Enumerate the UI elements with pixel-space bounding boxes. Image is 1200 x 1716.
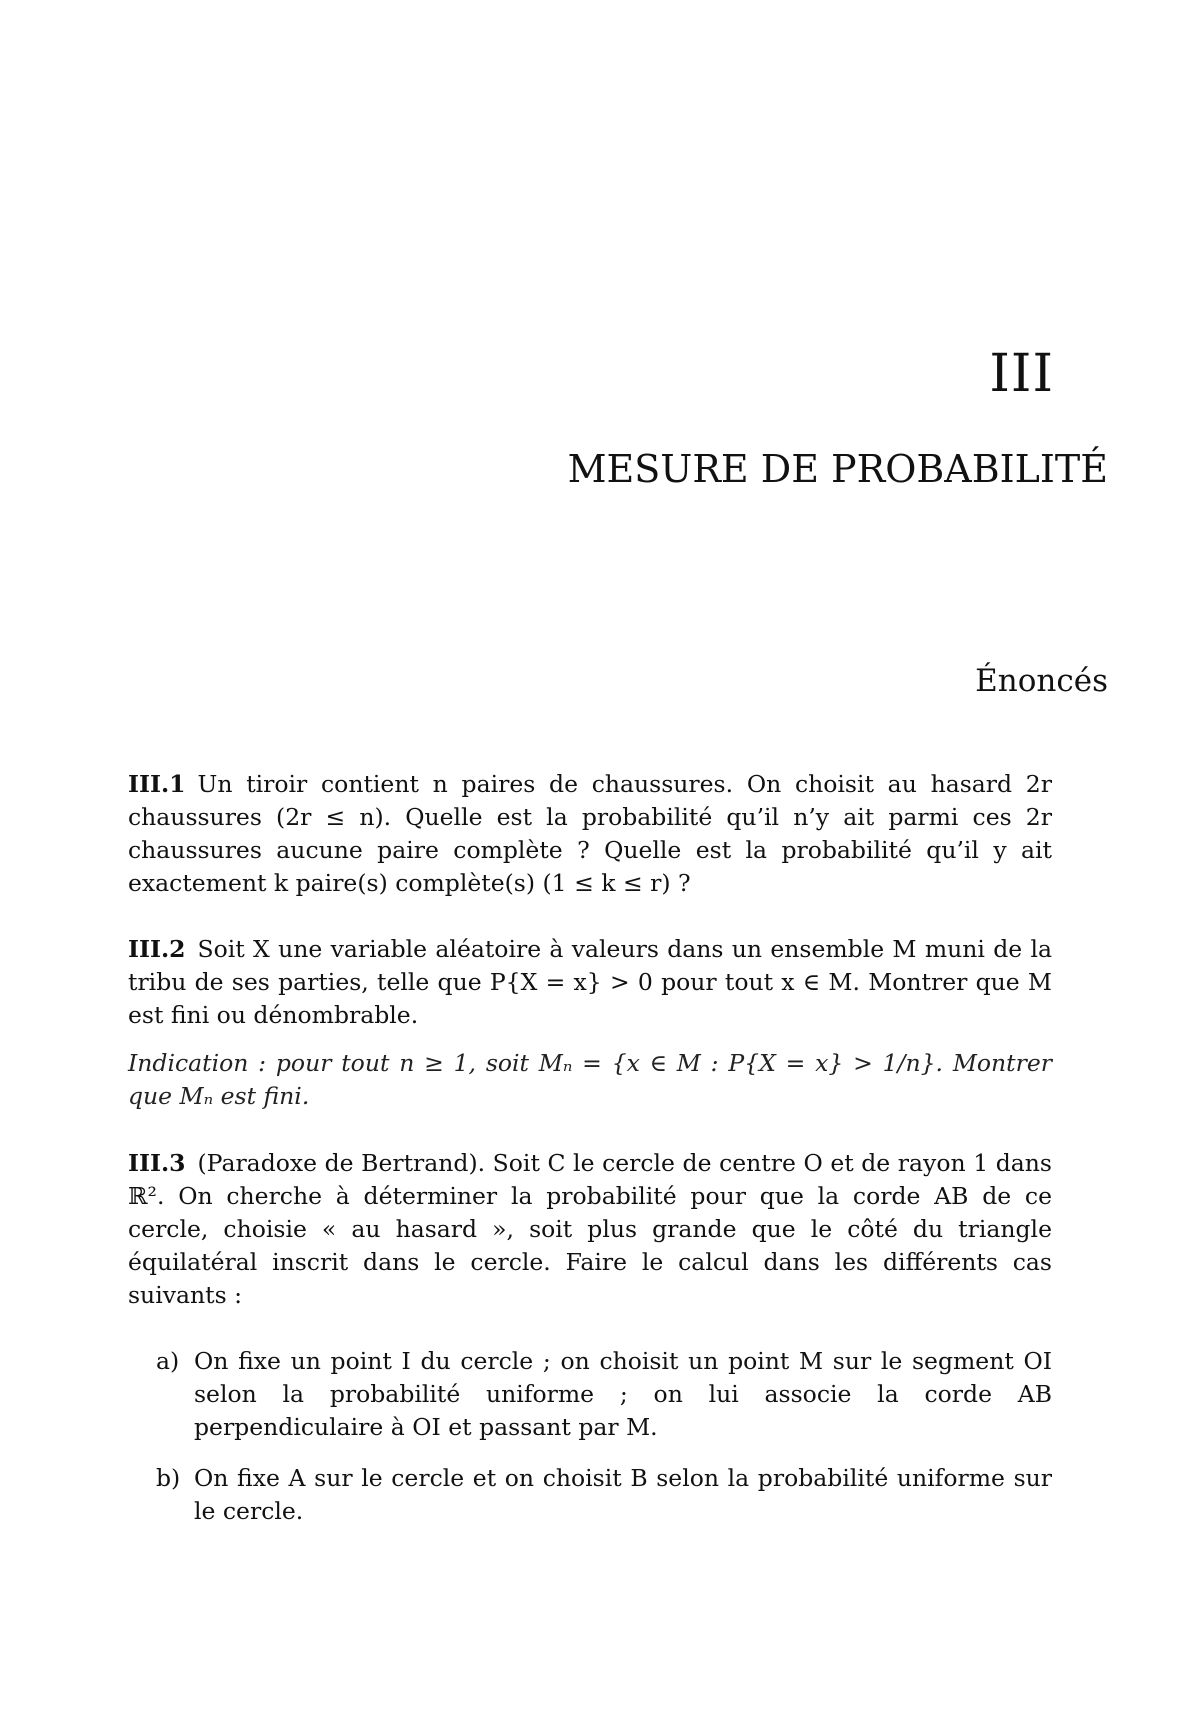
exercise-iii-3 [128,1147,1052,1312]
chapter-number: III [989,344,1054,404]
subitem-label: b) [156,1464,181,1492]
subitem-text: On fixe un point I du cercle ; on choisit un point M sur le segment OI selon la probabilité uniforme ; on lui associe la corde AB perpendiculaire à OI et passant par M. [194,1347,1052,1441]
subitem-text: On fixe A sur le cercle et on choisit B selon la probabilité uniforme sur le cercle. [194,1464,1052,1525]
subitem-a [128,1345,1052,1444]
exercise-iii-2 [128,933,1052,1032]
exercise-number: III.1 [128,770,186,798]
exercise-number: III.2 [128,935,186,963]
exercise-subitems [128,1345,1052,1528]
chapter-title: MESURE DE PROBABILITÉ [567,447,1108,491]
subitem-b [128,1462,1052,1528]
exercise-list [128,768,1052,1546]
section-title: Énoncés [975,663,1108,699]
exercise-hint: Indication : pour tout n ≥ 1, soit Mₙ = {x ∈ M : P{X = x} > 1/n}. Montrer que Mₙ est fini. [128,1049,1052,1110]
exercise-text: Un tiroir contient n paires de chaussures. On choisit au hasard 2r chaussures (2r ≤ n). Quelle est la probabilité qu’il n’y ait parmi ces 2r chaussures aucune paire complète ? Quelle est la probabilité qu’il y ait exactement k paire(s) complète(s) (1 ≤ k ≤ r) ? [128,770,1052,897]
subitem-label: a) [156,1347,180,1375]
exercise-text: (Paradoxe de Bertrand). Soit C le cercle de centre O et de rayon 1 dans ℝ². On cherche à déterminer la probabilité pour que la corde AB de ce cercle, choisie « au hasard », soit plus grande que le côté du triangle équilatéral inscrit dans le cercle. Faire le calcul dans les différents cas suivants : [128,1149,1052,1309]
exercise-iii-1 [128,768,1052,900]
exercise-number: III.3 [128,1149,186,1177]
exercise-text: Soit X une variable aléatoire à valeurs dans un ensemble M muni de la tribu de ses parties, telle que P{X = x} > 0 pour tout x ∈ M. Montrer que M est fini ou dénombrable. [128,935,1052,1029]
